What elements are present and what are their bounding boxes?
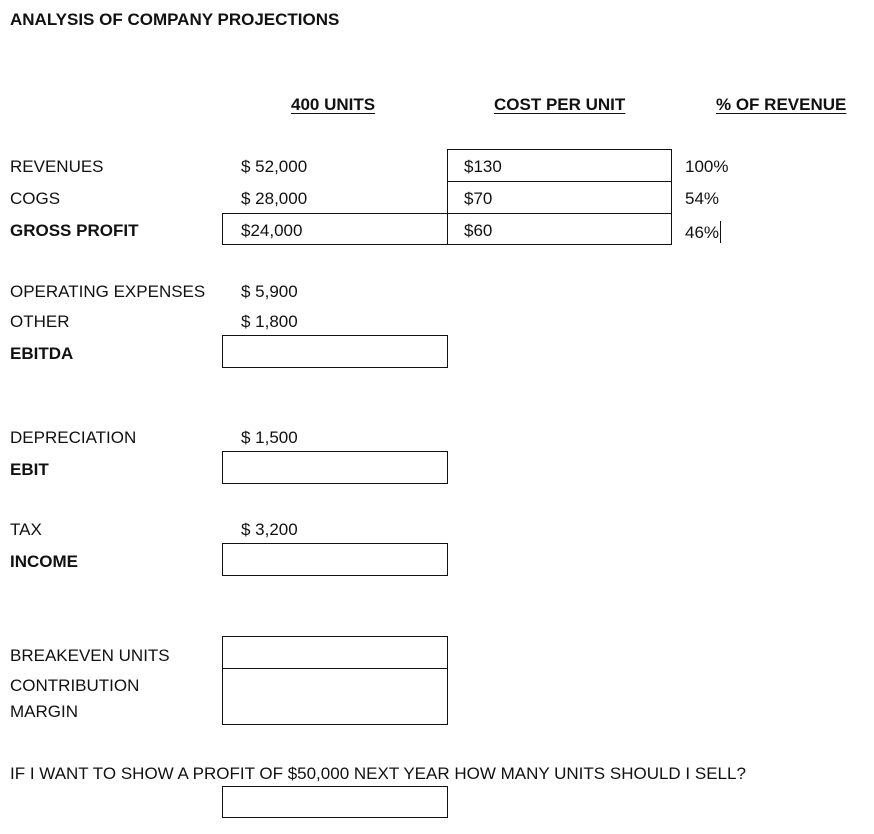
gross-profit-label: GROSS PROFIT <box>10 221 139 240</box>
cogs-value: $ 28,000 <box>241 189 308 208</box>
breakeven-units-input[interactable] <box>222 636 448 669</box>
tax-value: $ 3,200 <box>241 520 298 539</box>
contribution-margin-input[interactable] <box>222 668 448 725</box>
tax-label: TAX <box>10 520 42 539</box>
gross-profit-pct-cell[interactable] <box>685 221 721 243</box>
header-cost-per-unit: COST PER UNIT <box>494 95 626 114</box>
gross-profit-value: $24,000 <box>241 221 303 240</box>
income-input[interactable] <box>222 543 448 576</box>
revenues-value: $ 52,000 <box>241 157 308 176</box>
ebitda-label: EBITDA <box>10 344 74 363</box>
ebit-input[interactable] <box>222 451 448 484</box>
revenues-pct: 100% <box>685 157 729 176</box>
ebitda-input[interactable] <box>222 335 448 368</box>
revenues-label: REVENUES <box>10 157 104 176</box>
ebit-label: EBIT <box>10 460 49 479</box>
cogs-per-unit: $70 <box>464 189 493 208</box>
other-label: OTHER <box>10 312 70 331</box>
text-cursor <box>720 221 721 243</box>
breakeven-units-label: BREAKEVEN UNITS <box>10 646 170 665</box>
contribution-margin-label-line2: MARGIN <box>10 702 78 721</box>
profit-question: IF I WANT TO SHOW A PROFIT OF $50,000 NEXT YEAR HOW MANY UNITS SHOULD I SELL? <box>10 764 746 783</box>
header-units: 400 UNITS <box>291 95 376 114</box>
gross-profit-pct: 46% <box>685 223 720 242</box>
cogs-label: COGS <box>10 189 61 208</box>
answer-input[interactable] <box>222 786 448 818</box>
depreciation-label: DEPRECIATION <box>10 428 137 447</box>
header-pct-revenue: % OF REVENUE <box>716 95 847 114</box>
other-value: $ 1,800 <box>241 312 298 331</box>
gross-profit-per-unit: $60 <box>464 221 493 240</box>
operating-expenses-label: OPERATING EXPENSES <box>10 282 206 301</box>
income-label: INCOME <box>10 552 78 571</box>
page-title: ANALYSIS OF COMPANY PROJECTIONS <box>10 10 340 29</box>
contribution-margin-label-line1: CONTRIBUTION <box>10 676 140 695</box>
cogs-pct: 54% <box>685 189 720 208</box>
depreciation-value: $ 1,500 <box>241 428 298 447</box>
revenues-per-unit: $130 <box>464 157 502 176</box>
operating-expenses-value: $ 5,900 <box>241 282 298 301</box>
